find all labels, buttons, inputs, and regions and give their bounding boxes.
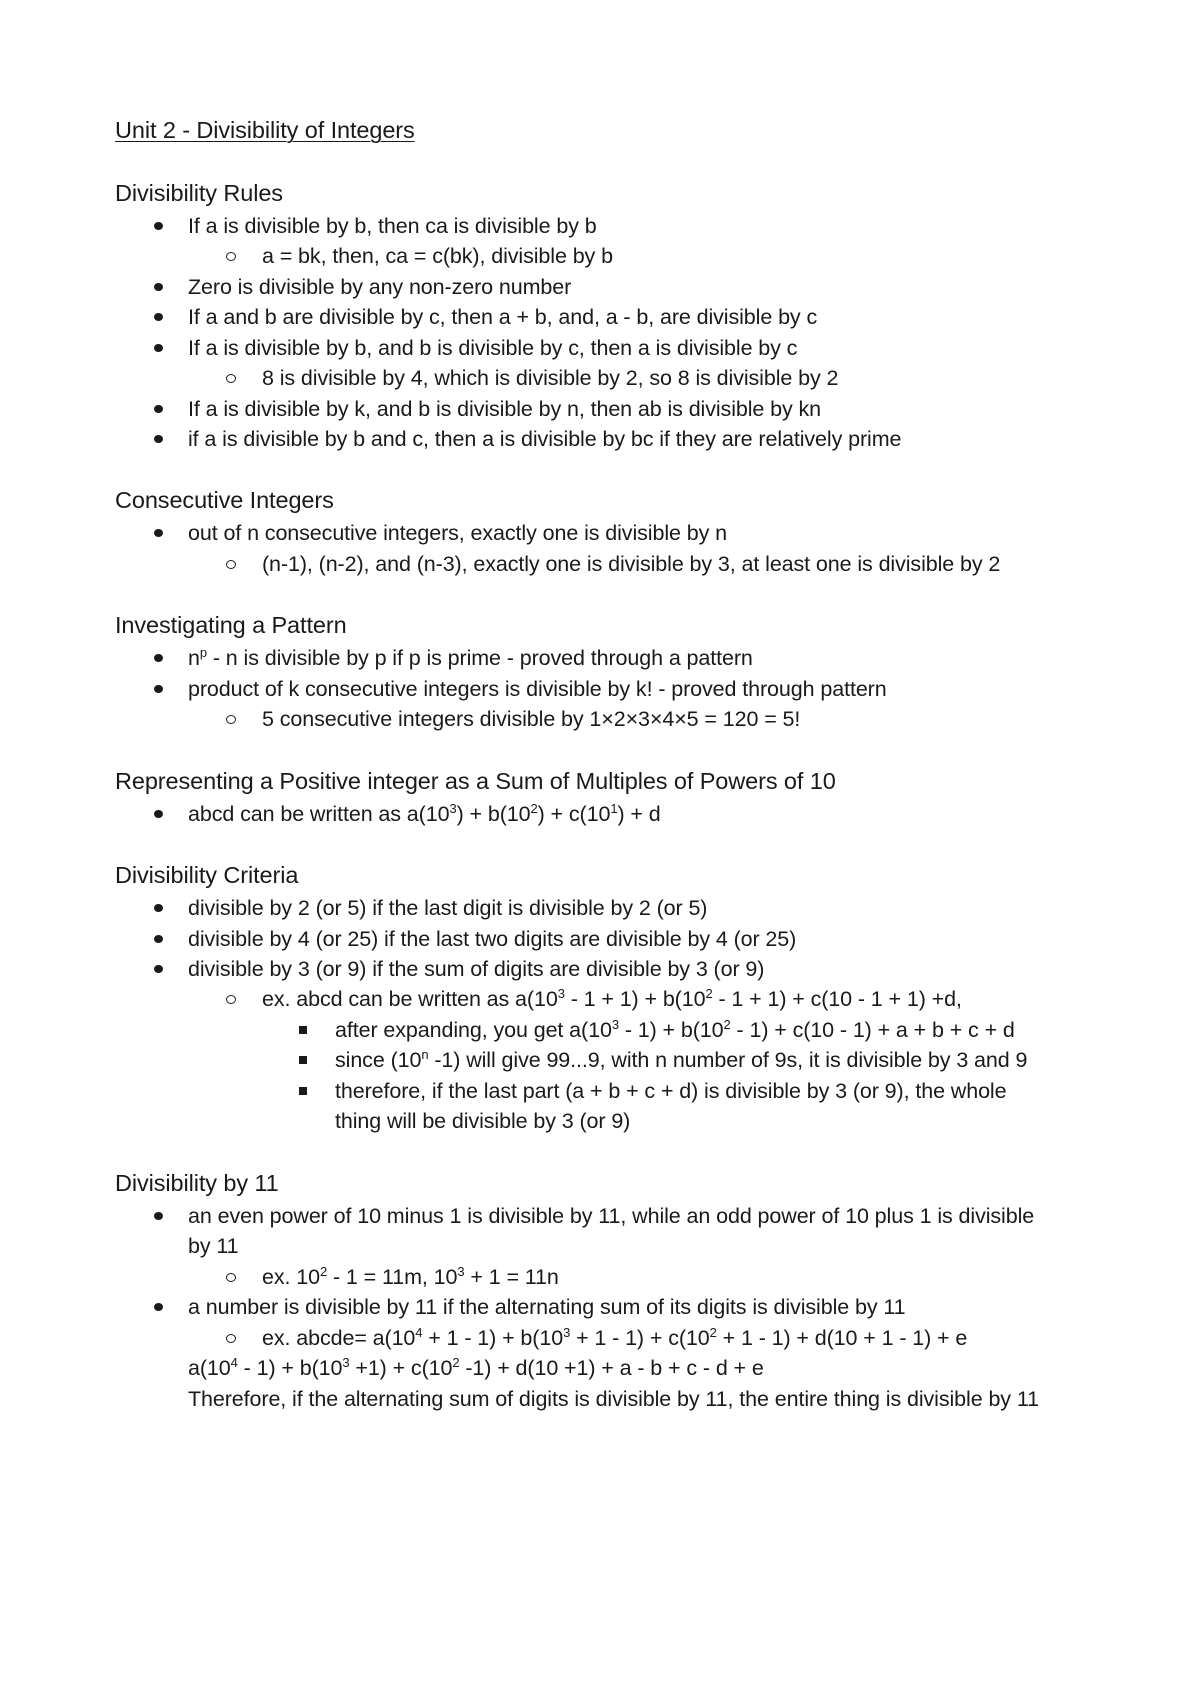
list-item: after expanding, you get $a(10^3 - 1) + b(10^2 - 1) + c(10 - 1) + a + b + c + d$ [335, 1017, 1015, 1042]
hollow-bullet-icon [226, 374, 236, 383]
list-item: If a is divisible by b, and b is divisible by c, then a is divisible by c [188, 336, 798, 360]
bullet-icon [154, 222, 163, 230]
list-item-continuation: thing will be divisible by 3 (or 9) [335, 1109, 631, 1133]
list-item: divisible by 4 (or 25) if the last two digits are divisible by 4 (or 25) [188, 927, 797, 951]
list-item: an even power of 10 minus 1 is divisible by 11, while an odd power of 10 plus 1 is divisible [188, 1204, 1035, 1228]
bullet-icon [154, 435, 163, 443]
hollow-bullet-icon [226, 1273, 236, 1282]
square-bullet-icon [299, 1026, 307, 1034]
bullet-icon [154, 283, 163, 291]
list-item: ex. $10^2 - 1 = 11m$, $10^3 + 1 = 11n$ [262, 1264, 559, 1289]
list-item: ex. abcd can be written as $a(10^3 - 1 + 1) + b(10^2 - 1 + 1) + c(10 - 1 + 1) +d$, [262, 986, 962, 1011]
square-bullet-icon [299, 1056, 307, 1064]
list-item: if a is divisible by b and c, then a is divisible by bc if they are relatively prime [188, 427, 902, 451]
hollow-bullet-icon [226, 252, 236, 261]
list-item: If a is divisible by b, then ca is divisible by b [188, 214, 597, 238]
section-heading-representing-positive-integer: Representing a Positive integer as a Sum of Multiples of Powers of 10 [115, 768, 836, 794]
bullet-icon [154, 1303, 163, 1311]
bullet-icon [154, 1212, 163, 1220]
hollow-bullet-icon [226, 1334, 236, 1343]
section-heading-consecutive-integers: Consecutive Integers [115, 487, 334, 513]
list-item: product of k consecutive integers is divisible by k! - proved through pattern [188, 677, 887, 701]
bullet-icon [154, 344, 163, 352]
list-item: out of n consecutive integers, exactly one is divisible by n [188, 521, 727, 545]
section-heading-investigating-a-pattern: Investigating a Pattern [115, 612, 347, 638]
bullet-icon [154, 529, 163, 537]
list-item: since (10$^n$ -1) will give 99...9, with n number of 9s, it is divisible by 3 and 9 [335, 1047, 1028, 1072]
hollow-bullet-icon [226, 995, 236, 1004]
list-item: ex. abcde= $a(10^4 + 1 - 1) + b(10^3 + 1 - 1) + c(10^2 + 1 - 1) + d(10 + 1 - 1) + e$ [262, 1325, 968, 1350]
list-item: therefore, if the last part (a + b + c + d) is divisible by 3 (or 9), the whole [335, 1079, 1007, 1103]
list-item: a number is divisible by 11 if the alternating sum of its digits is divisible by 11 [188, 1295, 906, 1319]
bullet-icon [154, 685, 163, 693]
hollow-bullet-icon [226, 715, 236, 724]
list-item: $n^p$ - n is divisible by p if p is prime - proved through a pattern [188, 645, 753, 670]
bullet-icon [154, 810, 163, 818]
list-item: abcd can be written as $a(10^3) + b(10^2) + c(10^1) + d$ [188, 801, 661, 826]
bullet-icon [154, 935, 163, 943]
hollow-bullet-icon [226, 560, 236, 569]
page-title: Unit 2 - Divisibility of Integers [115, 117, 415, 143]
bullet-icon [154, 313, 163, 321]
square-bullet-icon [299, 1087, 307, 1095]
conclusion-line: Therefore, if the alternating sum of digits is divisible by 11, the entire thing is divisible by 11 [188, 1387, 1039, 1411]
section-heading-divisibility-by-11: Divisibility by 11 [115, 1170, 279, 1196]
bullet-icon [154, 965, 163, 973]
list-item: Zero is divisible by any non-zero number [188, 275, 572, 299]
list-item-continuation: by 11 [188, 1234, 239, 1258]
bullet-icon [154, 654, 163, 662]
list-item: If a and b are divisible by c, then a + b, and, a - b, are divisible by c [188, 305, 818, 329]
list-item: 8 is divisible by 4, which is divisible by 2, so 8 is divisible by 2 [262, 366, 839, 390]
section-heading-divisibility-rules: Divisibility Rules [115, 180, 283, 206]
bullet-icon [154, 904, 163, 912]
list-item: a = bk, then, ca = c(bk), divisible by b [262, 244, 613, 268]
bullet-icon [154, 405, 163, 413]
list-item: If a is divisible by k, and b is divisible by n, then ab is divisible by kn [188, 397, 822, 421]
section-heading-divisibility-criteria: Divisibility Criteria [115, 862, 299, 888]
list-item: divisible by 2 (or 5) if the last digit is divisible by 2 (or 5) [188, 896, 708, 920]
equation-line: $a(10^4 - 1) + b(10^3 +1) + c(10^2$ -1) + d(10 +1) + a - b + c - d + e [188, 1355, 764, 1380]
list-item: divisible by 3 (or 9) if the sum of digits are divisible by 3 (or 9) [188, 957, 765, 981]
list-item: 5 consecutive integers divisible by 1×2×3×4×5 = 120 = 5! [262, 707, 801, 731]
list-item: (n-1), (n-2), and (n-3), exactly one is divisible by 3, at least one is divisible by 2 [262, 552, 1001, 576]
